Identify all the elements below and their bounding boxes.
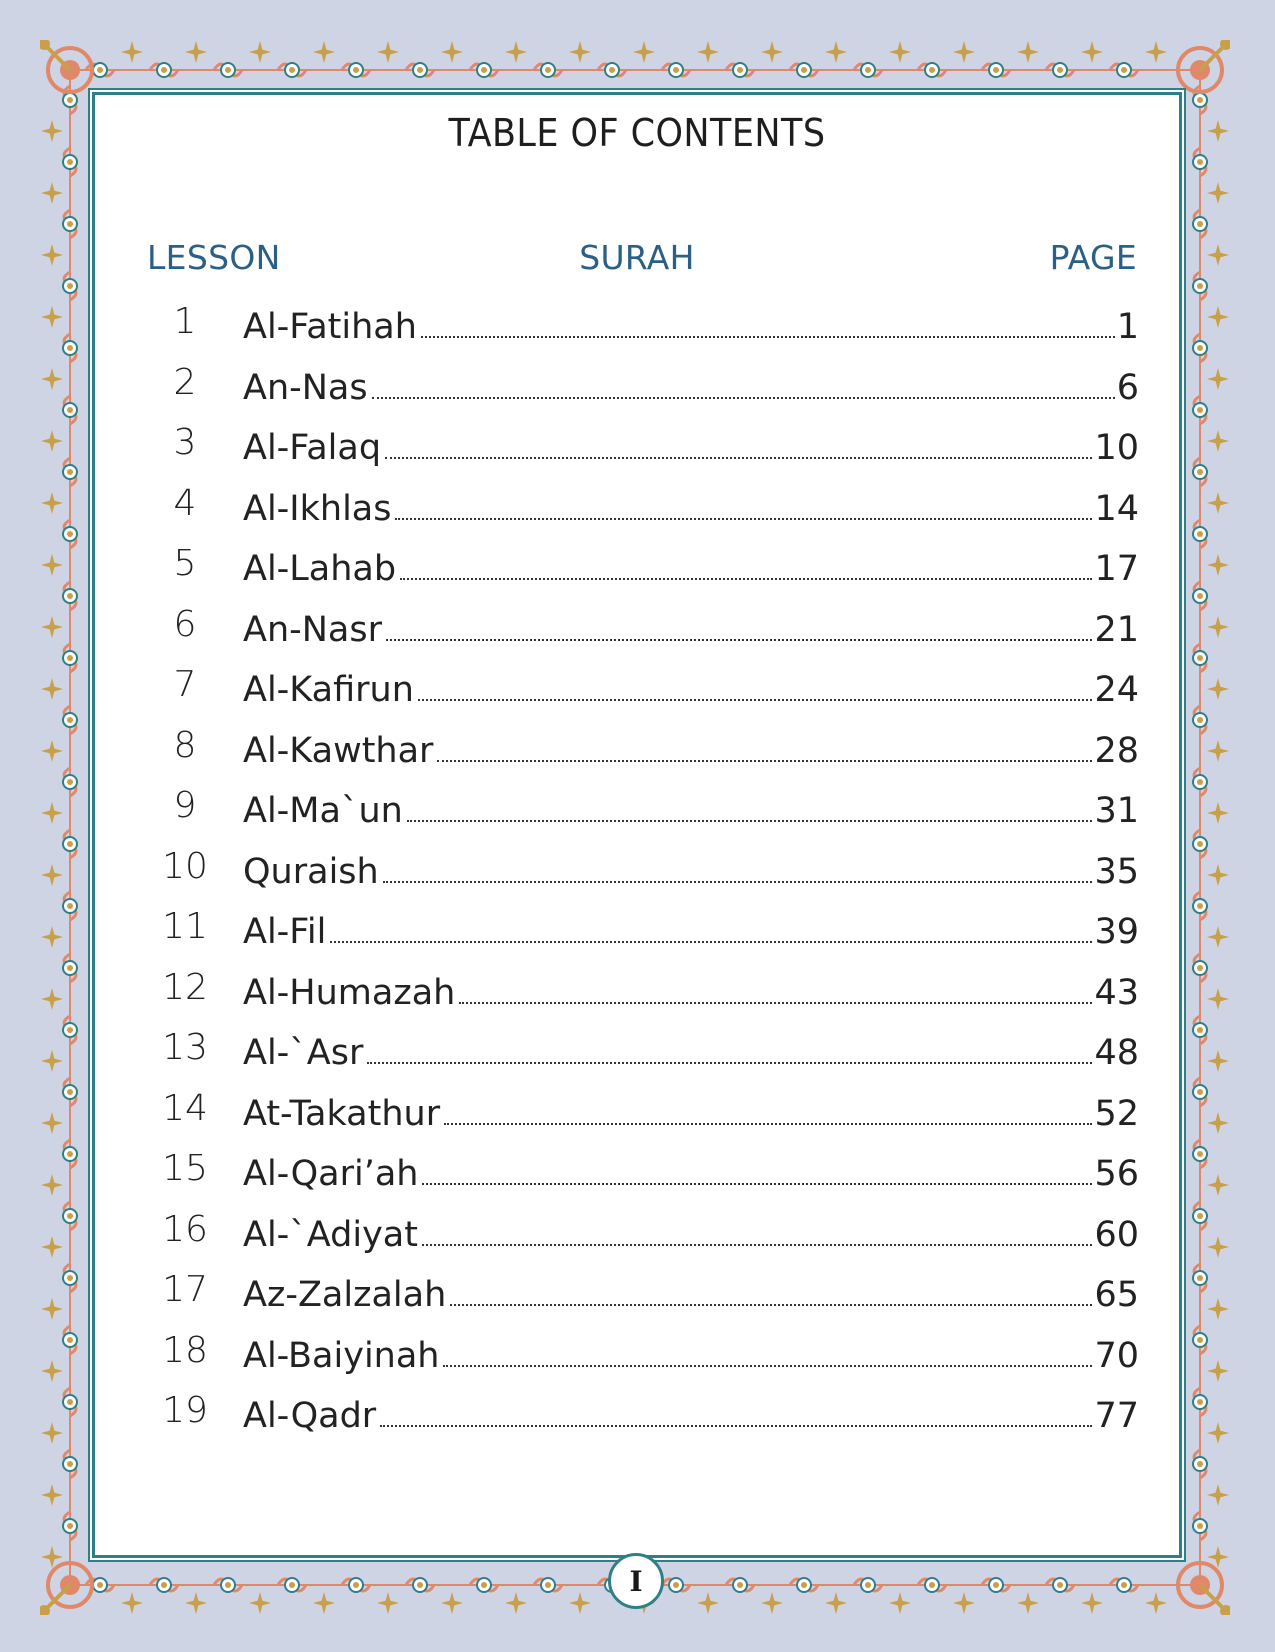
lesson-number: 2 xyxy=(173,361,197,403)
fleur-corner-icon xyxy=(1178,40,1230,92)
dot-leader xyxy=(383,881,1093,883)
page-panel xyxy=(92,92,1182,1558)
dot-leader xyxy=(395,518,1092,520)
surah-name: Az-Zalzalah xyxy=(243,1275,447,1315)
lesson-number: 6 xyxy=(173,603,197,645)
dot-leader xyxy=(380,1425,1092,1427)
lesson-number: 3 xyxy=(173,422,197,463)
surah-name: Al-Qari’ah xyxy=(243,1154,419,1194)
page-number: 35 xyxy=(1094,851,1139,892)
page-number: 10 xyxy=(1094,428,1139,468)
lesson-number: 13 xyxy=(162,1027,208,1068)
surah-name: Al-Fil xyxy=(243,912,327,952)
page-number: 56 xyxy=(1094,1154,1139,1194)
toc-row[interactable] xyxy=(95,543,1179,610)
dot-leader xyxy=(372,397,1115,399)
surah-name: Al-Ma`un xyxy=(243,791,403,831)
surah-name: Al-`Adiyat xyxy=(243,1214,418,1255)
dot-leader xyxy=(407,820,1093,822)
page-number-badge: I xyxy=(608,1553,664,1609)
lesson-number: 11 xyxy=(162,906,208,947)
toc-entry xyxy=(243,1094,1139,1134)
page-number: 48 xyxy=(1094,1033,1139,1073)
toc-list xyxy=(95,301,1179,1457)
lesson-number: 16 xyxy=(162,1208,208,1250)
surah-name: Al-Qadr xyxy=(243,1396,377,1436)
lesson-number: 14 xyxy=(162,1087,208,1129)
fleur-corner-icon xyxy=(40,40,92,92)
toc-row[interactable] xyxy=(95,361,1179,429)
toc-row[interactable] xyxy=(95,1148,1179,1215)
surah-name: Al-Kawthar xyxy=(243,730,434,771)
surah-name: Al-Baiyinah xyxy=(243,1335,440,1376)
toc-row[interactable] xyxy=(95,845,1179,913)
surah-name: An-Nasr xyxy=(243,609,383,650)
page-number: 1 xyxy=(1116,307,1139,347)
page-column-header: PAGE xyxy=(1049,238,1137,277)
toc-row[interactable] xyxy=(95,724,1179,792)
surah-name: At-Takathur xyxy=(243,1093,441,1134)
toc-row[interactable] xyxy=(95,1087,1179,1155)
surah-name: Al-Ikhlas xyxy=(243,488,392,529)
toc-row[interactable] xyxy=(95,664,1179,731)
toc-row[interactable] xyxy=(95,1027,1179,1094)
dot-leader xyxy=(400,578,1092,580)
toc-entry xyxy=(243,852,1139,892)
toc-row[interactable] xyxy=(95,482,1179,550)
surah-name: An-Nas xyxy=(243,367,368,408)
dot-leader xyxy=(386,639,1092,641)
toc-entry xyxy=(243,1275,1139,1315)
surah-column-header: SURAH xyxy=(579,238,695,277)
page-number: 77 xyxy=(1094,1396,1139,1436)
toc-entry xyxy=(243,973,1139,1013)
page-number: 39 xyxy=(1094,912,1139,952)
dot-leader xyxy=(418,699,1093,701)
toc-row[interactable] xyxy=(95,785,1179,852)
toc-row[interactable] xyxy=(95,301,1179,368)
toc-entry xyxy=(243,1396,1139,1436)
lesson-number: 5 xyxy=(173,543,197,584)
page-number: 52 xyxy=(1094,1093,1139,1134)
dot-leader xyxy=(422,1183,1092,1185)
toc-entry xyxy=(243,610,1139,650)
lesson-number: 4 xyxy=(173,482,197,524)
surah-name: Al-Kafirun xyxy=(243,670,414,710)
page-number: 60 xyxy=(1094,1214,1139,1255)
toc-entry xyxy=(243,1336,1139,1376)
toc-entry xyxy=(243,428,1139,468)
page-number: 28 xyxy=(1094,730,1139,771)
lesson-column-header: LESSON xyxy=(147,238,281,277)
dot-leader xyxy=(443,1365,1092,1367)
toc-row[interactable] xyxy=(95,966,1179,1034)
dot-leader xyxy=(385,457,1092,459)
toc-entry xyxy=(243,489,1139,529)
lesson-number: 17 xyxy=(162,1269,208,1310)
dot-leader xyxy=(444,1123,1092,1125)
lesson-number: 15 xyxy=(162,1148,208,1189)
dot-leader xyxy=(367,1062,1092,1064)
toc-row[interactable] xyxy=(95,1390,1179,1457)
toc-row[interactable] xyxy=(95,1329,1179,1397)
dot-leader xyxy=(450,1304,1092,1306)
lesson-number: 9 xyxy=(173,785,197,826)
toc-row[interactable] xyxy=(95,422,1179,489)
page-number: 43 xyxy=(1094,972,1139,1013)
dot-leader xyxy=(437,760,1092,762)
page-title: TABLE OF CONTENTS xyxy=(448,111,826,155)
lesson-number: 1 xyxy=(173,301,197,342)
toc-entry xyxy=(243,1215,1139,1255)
toc-entry xyxy=(243,670,1139,710)
toc-entry xyxy=(243,549,1139,589)
toc-row[interactable] xyxy=(95,603,1179,671)
toc-entry xyxy=(243,791,1139,831)
page-number: 17 xyxy=(1094,549,1139,589)
fleur-corner-icon xyxy=(1178,1563,1230,1615)
surah-name: Al-Falaq xyxy=(243,428,382,468)
page-number: 31 xyxy=(1094,791,1139,831)
lesson-number: 8 xyxy=(173,724,197,766)
toc-row[interactable] xyxy=(95,906,1179,973)
toc-entry xyxy=(243,1154,1139,1194)
lesson-number: 18 xyxy=(162,1329,208,1371)
toc-entry xyxy=(243,1033,1139,1073)
lesson-number: 7 xyxy=(173,664,197,705)
lesson-number: 19 xyxy=(162,1390,208,1431)
page-number: 21 xyxy=(1094,609,1139,650)
page-number: 70 xyxy=(1094,1335,1139,1376)
surah-name: Al-`Asr xyxy=(243,1033,364,1073)
surah-name: Al-Lahab xyxy=(243,549,397,589)
dot-leader xyxy=(422,1244,1093,1246)
fleur-corner-icon xyxy=(40,1563,92,1615)
page-number: 6 xyxy=(1116,367,1139,408)
toc-entry xyxy=(243,368,1139,408)
dot-leader xyxy=(459,1002,1092,1004)
toc-entry xyxy=(243,731,1139,771)
lesson-number: 12 xyxy=(162,966,208,1008)
toc-row[interactable] xyxy=(95,1208,1179,1276)
toc-row[interactable] xyxy=(95,1269,1179,1336)
page-number: 14 xyxy=(1094,488,1139,529)
surah-name: Quraish xyxy=(243,851,379,892)
dot-leader xyxy=(421,336,1115,338)
page-number: 24 xyxy=(1094,670,1139,710)
surah-name: Al-Fatihah xyxy=(243,307,417,347)
page-number: 65 xyxy=(1094,1275,1139,1315)
toc-entry xyxy=(243,912,1139,952)
surah-name: Al-Humazah xyxy=(243,972,456,1013)
dot-leader xyxy=(330,941,1092,943)
toc-entry xyxy=(243,307,1139,347)
lesson-number: 10 xyxy=(162,845,208,887)
